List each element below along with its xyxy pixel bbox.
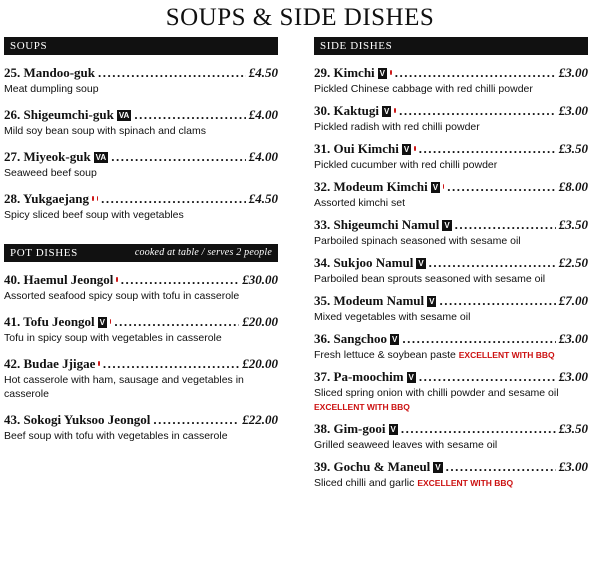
menu-item-description-block: [314, 120, 588, 134]
dot-leader: [439, 293, 555, 309]
menu-item: [4, 356, 278, 401]
menu-item-line: [4, 191, 278, 207]
menu-item: [314, 65, 588, 96]
menu-item: [4, 272, 278, 303]
right-column: [314, 37, 588, 497]
menu-item-price: £4.00: [248, 149, 278, 164]
menu-item-price: £3.00: [558, 331, 588, 346]
menu-item-description: Mixed vegetables with sesame oil: [314, 311, 471, 323]
menu-item-price: £30.00: [242, 272, 278, 287]
menu-item-name: 38. Gim-gooi: [314, 421, 386, 436]
menu-item-line: [314, 459, 588, 475]
menu-item-name: 40. Haemul Jeongol: [4, 272, 114, 287]
menu-item-line: [314, 331, 588, 347]
soups-section: [4, 37, 278, 222]
menu-item: [314, 331, 588, 362]
menu-item: [314, 255, 588, 286]
pot-dishes-header-bar: [4, 244, 278, 262]
menu-item-line: [314, 179, 588, 195]
menu-item-description-block: [314, 158, 588, 172]
menu-item-description-block: [314, 82, 588, 96]
soups-list: [4, 65, 278, 222]
dot-leader: [153, 412, 239, 428]
dot-leader: [447, 179, 555, 195]
menu-item-description-block: [4, 208, 278, 222]
vegetarian-badge-icon: V: [384, 107, 390, 116]
dot-leader: [446, 459, 556, 475]
chilli-dot-icon: [110, 319, 111, 324]
dot-leader: [134, 107, 245, 123]
menu-item: [314, 369, 588, 414]
menu-item: [314, 293, 588, 324]
soups-header: SOUPS: [10, 40, 48, 52]
dot-leader: [121, 272, 240, 288]
menu-item-description: Hot casserole with ham, sausage and vegetables in casserole: [4, 374, 244, 400]
excellent-with-bbq-note: EXCELLENT WITH BBQ: [417, 478, 514, 488]
menu-item-name: 32. Modeum Kimchi: [314, 179, 428, 194]
menu-item-name: 28. Yukgaejang: [4, 191, 90, 206]
menu-item-name: 43. Sokogi Yuksoo Jeongol: [4, 412, 151, 427]
menu-item-price: £3.50: [558, 421, 588, 436]
vegetarian-badge-icon: V: [444, 221, 450, 230]
dot-leader: [455, 217, 556, 233]
menu-item-line: [4, 149, 278, 165]
menu-item: [314, 141, 588, 172]
menu-item-description: Parboiled bean sprouts seasoned with sesame oil: [314, 273, 546, 285]
menu-item-description: Pickled Chinese cabbage with red chilli powder: [314, 83, 533, 95]
menu-item-line: [4, 272, 278, 288]
menu-item: [314, 103, 588, 134]
menu-item-description-block: [314, 348, 588, 362]
menu-item: [4, 314, 278, 345]
left-column: [4, 37, 278, 454]
pot-dishes-note: cooked at table / serves 2 people: [134, 247, 272, 258]
dot-leader: [419, 141, 556, 157]
menu-item-description-block: [4, 373, 278, 401]
menu-item-name: 27. Miyeok-guk: [4, 149, 91, 164]
menu-item-description-block: [4, 124, 278, 138]
menu-item-price: £8.00: [558, 179, 588, 194]
chilli-dot-icon: [443, 184, 444, 189]
menu-item-line: [4, 356, 278, 372]
menu-item-description: Grilled seaweed leaves with sesame oil: [314, 439, 498, 451]
menu-item-price: £3.00: [558, 369, 588, 384]
menu-item-price: £3.00: [558, 65, 588, 80]
menu-item-name: 37. Pa-moochim: [314, 369, 404, 384]
menu-item-price: £4.50: [248, 65, 278, 80]
vegetarian-badge-icon: VA: [95, 153, 107, 162]
menu-item-description-block: [314, 386, 588, 414]
vegetarian-badge-icon: V: [379, 69, 386, 78]
menu-item-description: Mild soy bean soup with spinach and clams: [4, 125, 206, 137]
vegetarian-badge-icon: V: [403, 145, 410, 154]
menu-item-description: Pickled radish with red chilli powder: [314, 121, 480, 133]
menu-item-name: 39. Gochu & Maneul: [314, 459, 431, 474]
dot-leader: [402, 331, 555, 347]
pot-dishes-header: POT DISHES: [10, 247, 78, 259]
menu-item: [4, 65, 278, 96]
vegetarian-badge-icon: V: [418, 259, 424, 268]
menu-item-description-block: [4, 82, 278, 96]
menu-item: [314, 217, 588, 248]
menu-item-price: £4.00: [248, 107, 278, 122]
menu-item-line: [4, 314, 278, 330]
menu-item-price: £20.00: [242, 314, 278, 329]
menu-item: [4, 149, 278, 180]
menu-item-name: 31. Oui Kimchi: [314, 141, 399, 156]
menu-item-line: [4, 65, 278, 81]
dot-leader: [114, 314, 239, 330]
menu-item-description-block: [314, 310, 588, 324]
vegetarian-badge-icon: VA: [118, 111, 130, 120]
chilli-dot-icon: [98, 361, 100, 366]
chilli-dot-icon: [414, 146, 416, 151]
dot-leader: [395, 65, 556, 81]
excellent-with-bbq-note: EXCELLENT WITH BBQ: [314, 402, 410, 412]
vegetarian-badge-icon: V: [429, 297, 435, 306]
menu-item-line: [314, 141, 588, 157]
chilli-dot-icon: [390, 70, 392, 75]
excellent-with-bbq-note: EXCELLENT WITH BBQ: [458, 350, 555, 360]
menu-item-name: 35. Modeum Namul: [314, 293, 425, 308]
dot-leader: [401, 421, 556, 437]
dot-leader: [111, 149, 246, 165]
side-dishes-list: [314, 65, 588, 490]
pot-dishes-list: [4, 272, 278, 443]
menu-item-description-block: [314, 438, 588, 452]
vegetarian-badge-icon: V: [435, 463, 441, 472]
menu-item-line: [314, 217, 588, 233]
menu-item-name: 36. Sangchoo: [314, 331, 387, 346]
menu-item-description-block: [4, 289, 278, 303]
menu-item-description-block: [4, 429, 278, 443]
menu-item: [314, 421, 588, 452]
dot-leader: [101, 191, 246, 207]
menu-item-line: [314, 103, 588, 119]
menu-item: [314, 459, 588, 490]
chilli-dot-icon: [394, 108, 396, 113]
dot-leader: [103, 356, 239, 372]
menu-item-description-block: [314, 196, 588, 210]
menu-item-description: Fresh lettuce & soybean paste: [314, 349, 456, 361]
menu-item-name: 30. Kaktugi: [314, 103, 380, 118]
menu-item-description: Pickled cucumber with red chilli powder: [314, 159, 498, 171]
soups-header-bar: [4, 37, 278, 55]
menu-item-description: Seaweed beef soup: [4, 167, 97, 179]
menu-item-name: 33. Shigeumchi Namul: [314, 217, 440, 232]
pot-dishes-section: [4, 244, 278, 443]
vegetarian-badge-icon: V: [390, 425, 396, 434]
menu-item: [314, 179, 588, 210]
menu-item-description-block: [314, 272, 588, 286]
menu-item-name: 34. Sukjoo Namul: [314, 255, 414, 270]
menu-item-description: Assorted seafood spicy soup with tofu in casserole: [4, 290, 240, 302]
vegetarian-badge-icon: V: [99, 318, 106, 327]
menu-item-description-block: [314, 234, 588, 248]
side-dishes-section: [314, 37, 588, 490]
menu-item-price: £3.50: [558, 217, 588, 232]
menu-item-name: 26. Shigeumchi-guk: [4, 107, 114, 122]
side-dishes-header: SIDE DISHES: [320, 40, 393, 52]
chilli-dot-icon: [116, 277, 117, 282]
menu-item-line: [4, 412, 278, 428]
menu-item-line: [314, 65, 588, 81]
menu-item-description: Sliced chilli and garlic: [314, 477, 415, 489]
menu-item-name: 29. Kimchi: [314, 65, 375, 80]
menu-item-description: Sliced spring onion with chilli powder and sesame oil: [314, 387, 559, 399]
menu-item-price: £3.50: [558, 141, 588, 156]
menu-item-name: 41. Tofu Jeongol: [4, 314, 95, 329]
menu-item-description-block: [4, 331, 278, 345]
menu-item-price: £3.00: [558, 103, 588, 118]
dot-leader: [399, 103, 556, 119]
menu-item-line: [4, 107, 278, 123]
menu-item-description-block: [314, 476, 588, 490]
menu-item-line: [314, 421, 588, 437]
menu-item-line: [314, 255, 588, 271]
menu-item-name: 42. Budae Jjigae: [4, 356, 96, 371]
dot-leader: [98, 65, 246, 81]
menu-item-price: £4.50: [248, 191, 278, 206]
menu-item-line: [314, 369, 588, 385]
dot-leader: [419, 369, 556, 385]
menu-item-price: £20.00: [242, 356, 278, 371]
menu-item-description: Assorted kimchi set: [314, 197, 406, 209]
menu-item-line: [314, 293, 588, 309]
menu-item: [4, 191, 278, 222]
chilli-dot-icon: [92, 196, 94, 201]
menu-item-description: Tofu in spicy soup with vegetables in casserole: [4, 332, 222, 344]
vegetarian-badge-icon: V: [432, 183, 439, 192]
menu-item: [4, 107, 278, 138]
side-dishes-header-bar: [314, 37, 588, 55]
menu-item-price: £2.50: [558, 255, 588, 270]
vegetarian-badge-icon: V: [391, 335, 398, 344]
menu-item-description: Meat dumpling soup: [4, 83, 99, 95]
menu-item-price: £22.00: [242, 412, 278, 427]
page-title: SOUPS & SIDE DISHES: [165, 4, 435, 31]
chilli-dot-icon: [97, 196, 99, 201]
menu-item-description-block: [4, 166, 278, 180]
menu-item-name: 25. Mandoo-guk: [4, 65, 96, 80]
menu-item: [4, 412, 278, 443]
menu-item-description: Parboiled spinach seasoned with sesame oil: [314, 235, 521, 247]
menu-item-description: Beef soup with tofu with vegetables in casserole: [4, 430, 228, 442]
menu-item-price: £7.00: [558, 293, 588, 308]
dot-leader: [429, 255, 556, 271]
vegetarian-badge-icon: V: [408, 373, 414, 382]
menu-item-price: £3.00: [558, 459, 588, 474]
menu-item-description: Spicy sliced beef soup with vegetables: [4, 209, 184, 221]
